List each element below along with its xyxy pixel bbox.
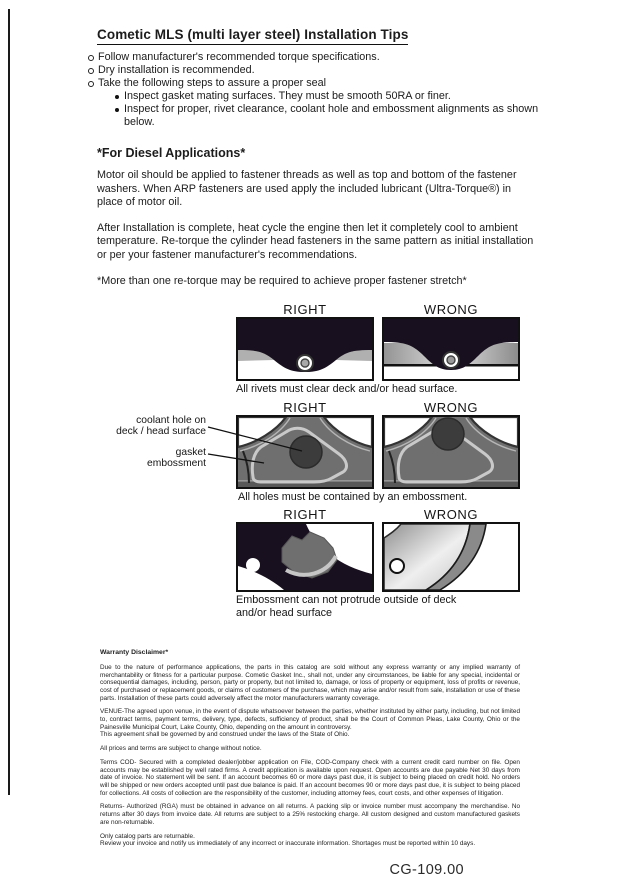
list-item [88, 77, 540, 129]
diagram-panels [236, 317, 520, 381]
protrusion-wrong-diagram [382, 522, 520, 592]
caption-line: and/or head surface [236, 606, 333, 619]
caption-line: Embossment can not protrude outside of deck [236, 594, 457, 607]
tip-text: Dry installation is recommended. [98, 64, 255, 76]
right-label: RIGHT [283, 399, 327, 415]
warranty-disclaimer [100, 649, 520, 848]
rivet-center [447, 356, 455, 364]
embossment-right-diagram [236, 415, 374, 489]
tip-text: Inspect gasket mating surfaces. They must be smooth 50RA or finer. [124, 90, 451, 102]
diesel-heading: *For Diesel Applications* [97, 146, 246, 160]
diagram-caption: All rivets must clear deck and/or head surface. [236, 383, 458, 396]
wrong-label: WRONG [423, 302, 479, 318]
tip-text: Take the following steps to assure a proper seal [98, 77, 327, 89]
tips-list [88, 51, 540, 129]
rivet-right-diagram [236, 317, 374, 381]
page-title: Cometic MLS (multi layer steel) Installation Tips [97, 27, 408, 45]
protrusion-right-diagram [236, 522, 374, 592]
bolt-hole [246, 558, 260, 572]
callout-embossment: gasket embossment [147, 446, 206, 469]
legal-paragraph: All prices and terms are subject to change without notice. [100, 745, 262, 753]
legal-heading: Warranty Disclaimer* [100, 649, 169, 657]
diagram-row-rivets [236, 302, 520, 396]
tip-text: Inspect for proper, rivet clearance, coolant hole and embossment alignments as shown below. [124, 103, 539, 128]
right-wrong-labels [236, 400, 520, 415]
coolant-hole [290, 436, 322, 468]
tip-text: Follow manufacturer's recommended torque specifications. [98, 51, 380, 63]
tips-sublist [98, 90, 540, 129]
diagram-caption [236, 594, 520, 619]
diagram-callouts [114, 415, 206, 469]
page-content [88, 26, 540, 878]
right-label: RIGHT [283, 507, 327, 523]
coolant-hole [432, 418, 464, 450]
bullet-marker [88, 68, 94, 74]
right-wrong-labels [236, 302, 520, 317]
embossment-wrong-diagram [382, 415, 520, 489]
bullet-marker [115, 108, 119, 112]
diagram-row-holes [116, 399, 520, 504]
right-label: RIGHT [283, 302, 327, 318]
list-item [88, 51, 540, 64]
bolt-hole [390, 559, 404, 573]
bullet-marker [88, 55, 94, 61]
scan-edge-line [8, 9, 10, 795]
paragraph: Motor oil should be applied to fastener threads as well as top and bottom of the fastener washers. When ARP fasteners are used apply the included lubricant (Ultra-Torque®) in place of motor oil. [97, 169, 517, 209]
page-number: CG-109.00 [389, 861, 464, 878]
legal-paragraph: Only catalog parts are returnable. [100, 832, 195, 840]
wrong-label: WRONG [423, 507, 479, 523]
legal-paragraph: This agreement shall be governed by and construed under the laws of the State of Ohio. [100, 731, 350, 739]
diagram-panels [236, 522, 520, 592]
diagram-block [116, 302, 520, 619]
list-item [88, 64, 540, 77]
callout-coolant-hole [114, 415, 206, 437]
paragraph: After Installation is complete, heat cycle the engine then let it completely cool to ambient temperature. Re-torque the cylinder head fasteners in the same pattern as initial installation or per your fastener manufacturer's recommendations. [97, 221, 534, 261]
diagram-panels [116, 414, 520, 489]
legal-paragraph: VENUE-The agreed upon venue, in the event of dispute whatsoever between the parties, whether instituted by either party, including, but not limited to, contract terms, payment terms, delivery, type, defects, sufficiency of product, shall be the Court of Common Pleas, Lake County, Ohio or the Painesville Municipal Court, Lake County, Ohio, depending on the amount in controversy. [100, 708, 520, 731]
rivet-wrong-diagram [382, 317, 520, 381]
diagram-row-protrusion [236, 507, 520, 619]
diagram-caption: All holes must be contained by an embossment. [238, 490, 468, 503]
legal-paragraph: Returns- Authorized (RGA) must be obtained in advance on all returns. A packing slip or invoice number must accompany the merchandise. No returns after 30 days from invoice date. All returns are subject to a 25% restocking charge. All custom designed and custom manufactured gaskets are non-returnable. [100, 803, 520, 826]
legal-paragraph: Terms COD- Secured with a completed dealer/jobber application on File, COD-Company check with a current credit card number on file. Open accounts may be established by well rated firms. A credit application is available upon request. Open accounts are due payable Net 30 days from date of invoice. No statement will be sent. If an account becomes 60 or more days past due, it is subject to being placed on credit hold. No orders will be shipped or new orders accepted until past due balance is paid. If an account becomes 90 or more days past due, it is subject to being placed for collections. All costs of collection are the responsibility of the customer, including attorney fees, court costs, and other expenses of litigation. [100, 758, 520, 797]
paragraph: *More than one re-torque may be required to achieve proper fastener stretch* [97, 274, 467, 287]
legal-paragraph: Review your invoice and notify us immediately of any incorrect or inaccurate information. Shortages must be reported within 10 days. [100, 840, 476, 848]
right-wrong-labels [236, 507, 520, 522]
bullet-marker [88, 81, 94, 87]
bullet-marker [115, 95, 119, 99]
callout-text: deck / head surface [116, 425, 206, 437]
list-item [115, 103, 540, 129]
wrong-label: WRONG [423, 399, 479, 415]
list-item [115, 90, 540, 103]
legal-paragraph: Due to the nature of performance applications, the parts in this catalog are sold without any express warranty or any implied warranty of merchantability or fitness for a particular purpose. Cometic Gasket Inc., shall not, under any circumstances, be liable for any special, incidental or consequential damages, including, person, party or property, but not limited to, damage, or loss of property or equipment, loss of profits or revenue, cost of purchased or replacement goods, or claims of customers of the purchase, which may arise and/or result from sale, installation or use of these parts. Installation of these parts could adversely affect the motor manufacturers warranty coverage. [100, 663, 520, 702]
rivet-center [301, 359, 309, 367]
callout-text: coolant hole on [136, 414, 206, 426]
